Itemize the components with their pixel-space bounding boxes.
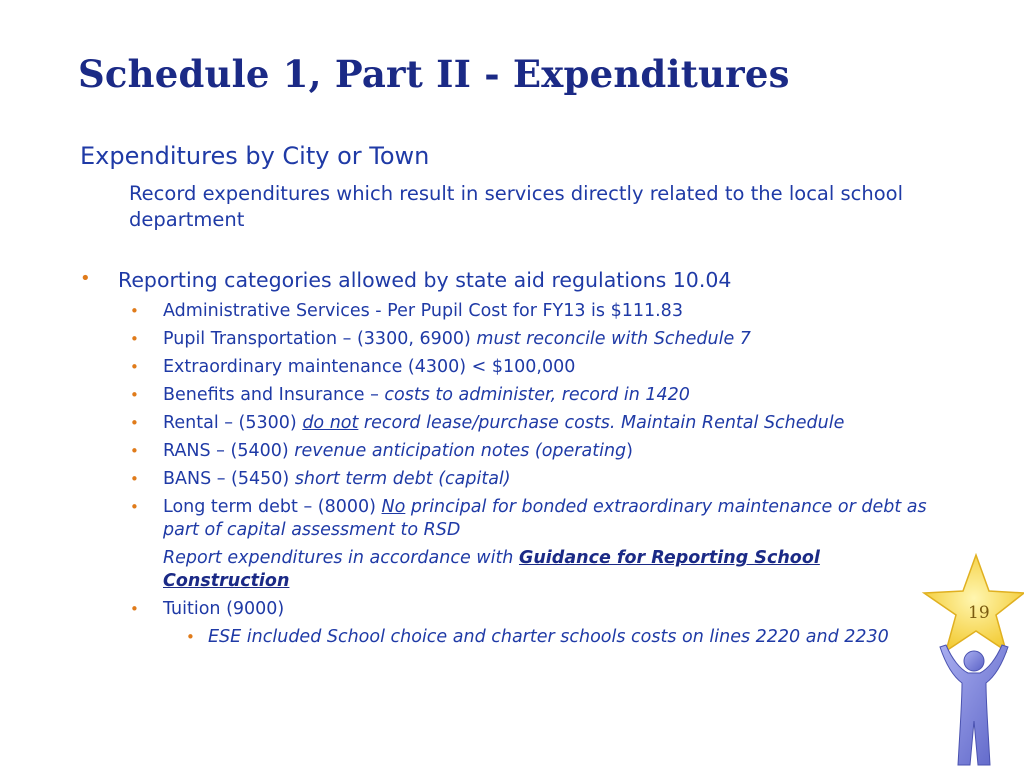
item-text: Tuition (9000) (163, 599, 285, 619)
star-figure-icon (916, 553, 1024, 768)
item-paragraph (163, 547, 930, 593)
list-item (130, 300, 930, 323)
item-note: record lease/purchase costs. Maintain Rental Schedule (358, 413, 845, 433)
bullet-icon: • (130, 442, 139, 460)
section-description: Record expenditures which result in services directly related to the local school department (129, 182, 904, 231)
page-number: 19 (968, 603, 990, 623)
list-item (130, 468, 930, 491)
bullet-icon: • (130, 386, 139, 404)
sub-item-text: ESE included School choice and charter schools costs on lines 2220 and 2230 (208, 627, 889, 647)
list-item (130, 412, 930, 435)
list-item (130, 496, 930, 593)
bullet-icon: • (130, 302, 139, 320)
item-text: Pupil Transportation – (3300, 6900) (163, 329, 477, 349)
bullet-icon: • (130, 498, 139, 516)
item-note: revenue anticipation notes (operating (294, 441, 627, 461)
item-text: Administrative Services - Per Pupil Cost for FY13 is $111.83 (163, 301, 683, 321)
item-emphasis: do not (302, 413, 359, 433)
bullet-icon: • (130, 330, 139, 348)
item-text: BANS – (5450) (163, 469, 295, 489)
item-text: Extraordinary maintenance (4300) < $100,000 (163, 357, 576, 377)
list-item (130, 598, 930, 649)
bullet-icon: • (80, 268, 91, 289)
item-note: principal for bonded extraordinary maintenance or debt as part of capital assessment to RSD (163, 497, 927, 540)
category-list (130, 300, 930, 654)
guidance-link[interactable]: Guidance for Reporting School Construction (163, 548, 820, 591)
item-text: Benefits and Insurance – (163, 385, 385, 405)
slide-title: Schedule 1, Part II - Expenditures (78, 52, 790, 96)
list-item (130, 384, 930, 407)
bullet-icon: • (130, 470, 139, 488)
bullet-icon: • (130, 358, 139, 376)
bullet-icon: • (186, 628, 195, 646)
list-item (130, 328, 930, 351)
item-emphasis: No (381, 497, 406, 517)
item-text: Rental – (5300) (163, 413, 303, 433)
list-item (130, 440, 930, 463)
main-bullet-text: Reporting categories allowed by state aid regulations 10.04 (118, 268, 732, 292)
item-text-end: ) (626, 441, 633, 461)
paragraph-text: Report expenditures in accordance with (163, 548, 519, 568)
item-note: must reconcile with Schedule 7 (476, 329, 751, 349)
section-heading: Expenditures by City or Town (80, 142, 430, 170)
item-note: short term debt (capital) (294, 469, 511, 489)
sub-list-item (163, 626, 930, 649)
item-text: Long term debt – (8000) (163, 497, 382, 517)
person-head (964, 651, 984, 671)
item-note: costs to administer, record in 1420 (384, 385, 690, 405)
bullet-icon: • (130, 414, 139, 432)
item-text: RANS – (5400) (163, 441, 295, 461)
list-item (130, 356, 930, 379)
bullet-icon: • (130, 600, 139, 618)
